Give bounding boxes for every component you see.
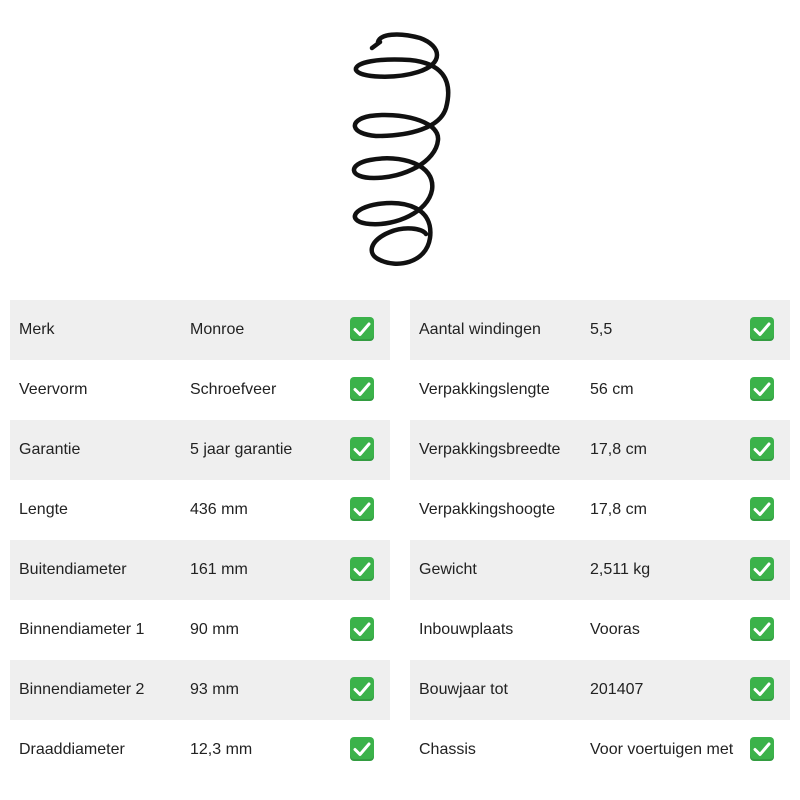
spec-label: Bouwjaar tot [419,681,508,698]
spec-label: Gewicht [419,561,477,578]
check-icon [350,317,374,341]
spec-label: Binnendiameter 1 [19,621,145,638]
check-icon [750,737,774,761]
spec-row [10,420,390,480]
spec-label: Verpakkingslengte [419,381,550,398]
spec-table-left [10,300,390,780]
spec-row [410,360,790,420]
spec-label: Veervorm [19,381,88,398]
spec-row [10,360,390,420]
spec-row [10,660,390,720]
spec-value: 90 mm [190,621,239,638]
spec-value: Schroefveer [190,381,277,398]
spec-value: Monroe [190,321,245,338]
check-icon [350,557,374,581]
spec-row [410,420,790,480]
spec-label: Garantie [19,441,81,458]
spec-label: Merk [19,321,55,338]
spec-value: 5,5 [590,321,613,338]
spec-row [410,720,790,780]
spec-row [10,540,390,600]
check-icon [750,557,774,581]
spec-value: 161 mm [190,561,248,578]
spec-value: 17,8 cm [590,441,647,458]
spec-value: Vooras [590,621,640,638]
spec-row [410,480,790,540]
check-icon [750,377,774,401]
spec-label: Draaddiameter [19,741,125,758]
spec-value: 201407 [590,681,644,698]
spec-row [10,480,390,540]
spec-label: Lengte [19,501,68,518]
spec-label: Verpakkingsbreedte [419,441,561,458]
check-icon [750,317,774,341]
check-icon [350,437,374,461]
spec-value: 56 cm [590,381,634,398]
spec-label: Aantal windingen [419,321,541,338]
spec-label: Verpakkingshoogte [419,501,556,518]
check-icon [750,437,774,461]
spec-row [410,600,790,660]
spec-label: Inbouwplaats [419,621,514,638]
check-icon [750,497,774,521]
coil-spring-icon [340,28,460,273]
check-icon [350,497,374,521]
spec-row [410,660,790,720]
spec-label: Chassis [419,741,476,758]
check-icon [350,377,374,401]
spec-row [410,540,790,600]
spec-value: 5 jaar garantie [190,441,293,458]
spec-value: Voor voertuigen met [590,741,734,758]
spec-value: 17,8 cm [590,501,647,518]
spec-value: 2,511 kg [590,561,651,578]
spec-row [10,720,390,780]
spec-value: 93 mm [190,681,239,698]
spec-row [10,300,390,360]
spec-row [10,600,390,660]
check-icon [750,617,774,641]
spec-value: 12,3 mm [190,741,253,758]
spec-table-right [410,300,790,780]
check-icon [750,677,774,701]
check-icon [350,737,374,761]
check-icon [350,677,374,701]
check-icon [350,617,374,641]
spec-value: 436 mm [190,501,248,518]
spec-label: Binnendiameter 2 [19,681,145,698]
spec-row [410,300,790,360]
spec-label: Buitendiameter [19,561,127,578]
